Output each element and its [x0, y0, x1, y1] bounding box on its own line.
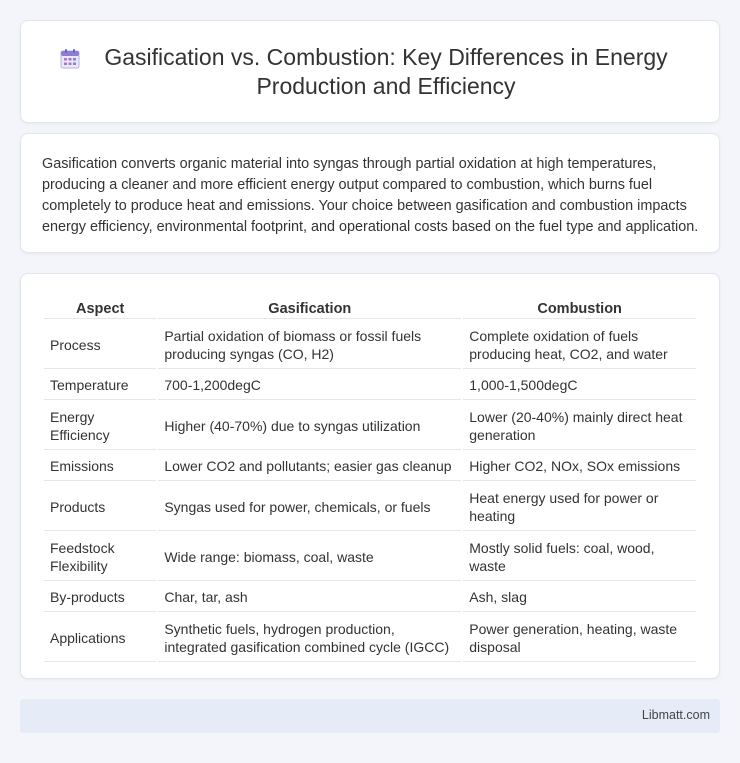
cell-gasification: Synthetic fuels, hydrogen production, integrated gasification combined cycle (IGCC) — [158, 614, 461, 662]
table-row — [44, 483, 696, 531]
cell-aspect: Feedstock Flexibility — [44, 533, 156, 581]
title-row — [21, 43, 719, 101]
cell-combustion: Higher CO2, NOx, SOx emissions — [463, 452, 696, 481]
table-row — [44, 452, 696, 481]
comparison-table — [42, 295, 698, 664]
summary-paragraph: Gasification converts organic material into syngas through partial oxidation at high temperatures, producing a cleaner and more efficient energy output compared to combustion, which burns fuel completely to produce heat and emissions. Your choice between gasification and combustion impacts energy efficiency, environmental footprint, and operational costs based on the fuel type and application. — [42, 156, 699, 235]
table-header-row — [44, 297, 696, 319]
cell-combustion: Heat energy used for power or heating — [463, 483, 696, 531]
header-aspect: Aspect — [44, 297, 156, 319]
cell-gasification: Partial oxidation of biomass or fossil fuels producing syngas (CO, H2) — [158, 321, 461, 369]
cell-gasification: Lower CO2 and pollutants; easier gas cleanup — [158, 452, 461, 481]
comparison-table-card — [20, 273, 720, 679]
cell-gasification: Wide range: biomass, coal, waste — [158, 533, 461, 581]
header-gasification: Gasification — [158, 297, 461, 319]
cell-combustion: Complete oxidation of fuels producing heat, CO2, and water — [463, 321, 696, 369]
footer-bar — [20, 699, 720, 733]
cell-combustion: 1,000-1,500degC — [463, 371, 696, 400]
calendar-icon — [59, 48, 81, 70]
cell-aspect: Temperature — [44, 371, 156, 400]
cell-gasification: 700-1,200degC — [158, 371, 461, 400]
cell-aspect: Energy Efficiency — [44, 402, 156, 450]
cell-aspect: Products — [44, 483, 156, 531]
cell-aspect: Process — [44, 321, 156, 369]
header-combustion: Combustion — [463, 297, 696, 319]
table-row — [44, 371, 696, 400]
cell-aspect: Applications — [44, 614, 156, 662]
table-row — [44, 583, 696, 612]
table-row — [44, 614, 696, 662]
summary-card — [20, 133, 720, 253]
cell-gasification: Higher (40-70%) due to syngas utilization — [158, 402, 461, 450]
table-row — [44, 321, 696, 369]
table-row — [44, 402, 696, 450]
cell-combustion: Mostly solid fuels: coal, wood, waste — [463, 533, 696, 581]
page-title: Gasification vs. Combustion: Key Differences in Energy Production and Efficiency — [104, 44, 668, 99]
footer-brand-link[interactable]: Libmatt.com — [641, 708, 710, 722]
cell-aspect: Emissions — [44, 452, 156, 481]
cell-gasification: Char, tar, ash — [158, 583, 461, 612]
cell-combustion: Ash, slag — [463, 583, 696, 612]
cell-gasification: Syngas used for power, chemicals, or fuels — [158, 483, 461, 531]
cell-combustion: Lower (20-40%) mainly direct heat generation — [463, 402, 696, 450]
table-row — [44, 533, 696, 581]
title-card — [20, 20, 720, 123]
cell-aspect: By-products — [44, 583, 156, 612]
cell-combustion: Power generation, heating, waste disposal — [463, 614, 696, 662]
